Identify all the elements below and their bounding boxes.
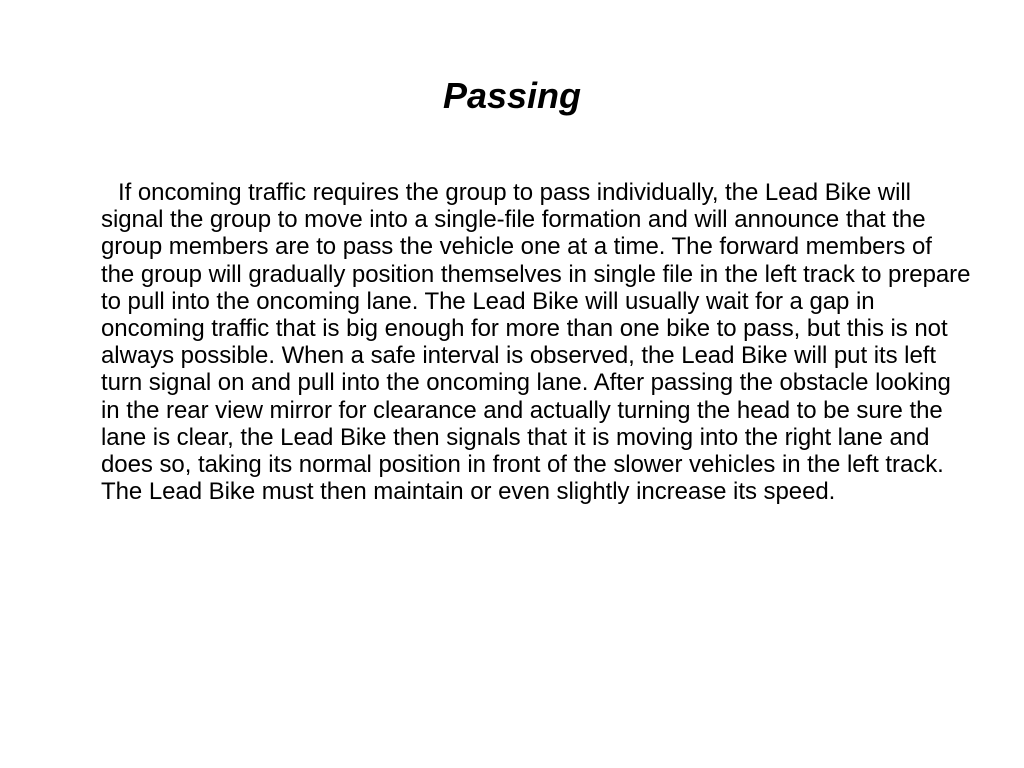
slide-title: Passing [442, 75, 582, 116]
slide-body-text: If oncoming traffic requires the group to pass individually, the Lead Bike will signal the group to move into a single-file formation and will announce that the group members are to pass the vehicle one at a time. The forward members of the group will gradually position themselves in single file in the left track to prepare to pull into the oncoming lane. The Lead Bike will usually wait for a gap in oncoming traffic that is big enough for more than one bike to pass, but this is not always possible. When a safe interval is observed, the Lead Bike will put its left turn signal on and pull into the oncoming lane. After passing the obstacle looking in the rear view mirror for clearance and actually turning the head to be sure the lane is clear, the Lead Bike then signals that it is moving into the right lane and does so, taking its normal position in front of the slower vehicles in the left track. The Lead Bike must then maintain or even slightly increase its speed. [101, 179, 971, 506]
